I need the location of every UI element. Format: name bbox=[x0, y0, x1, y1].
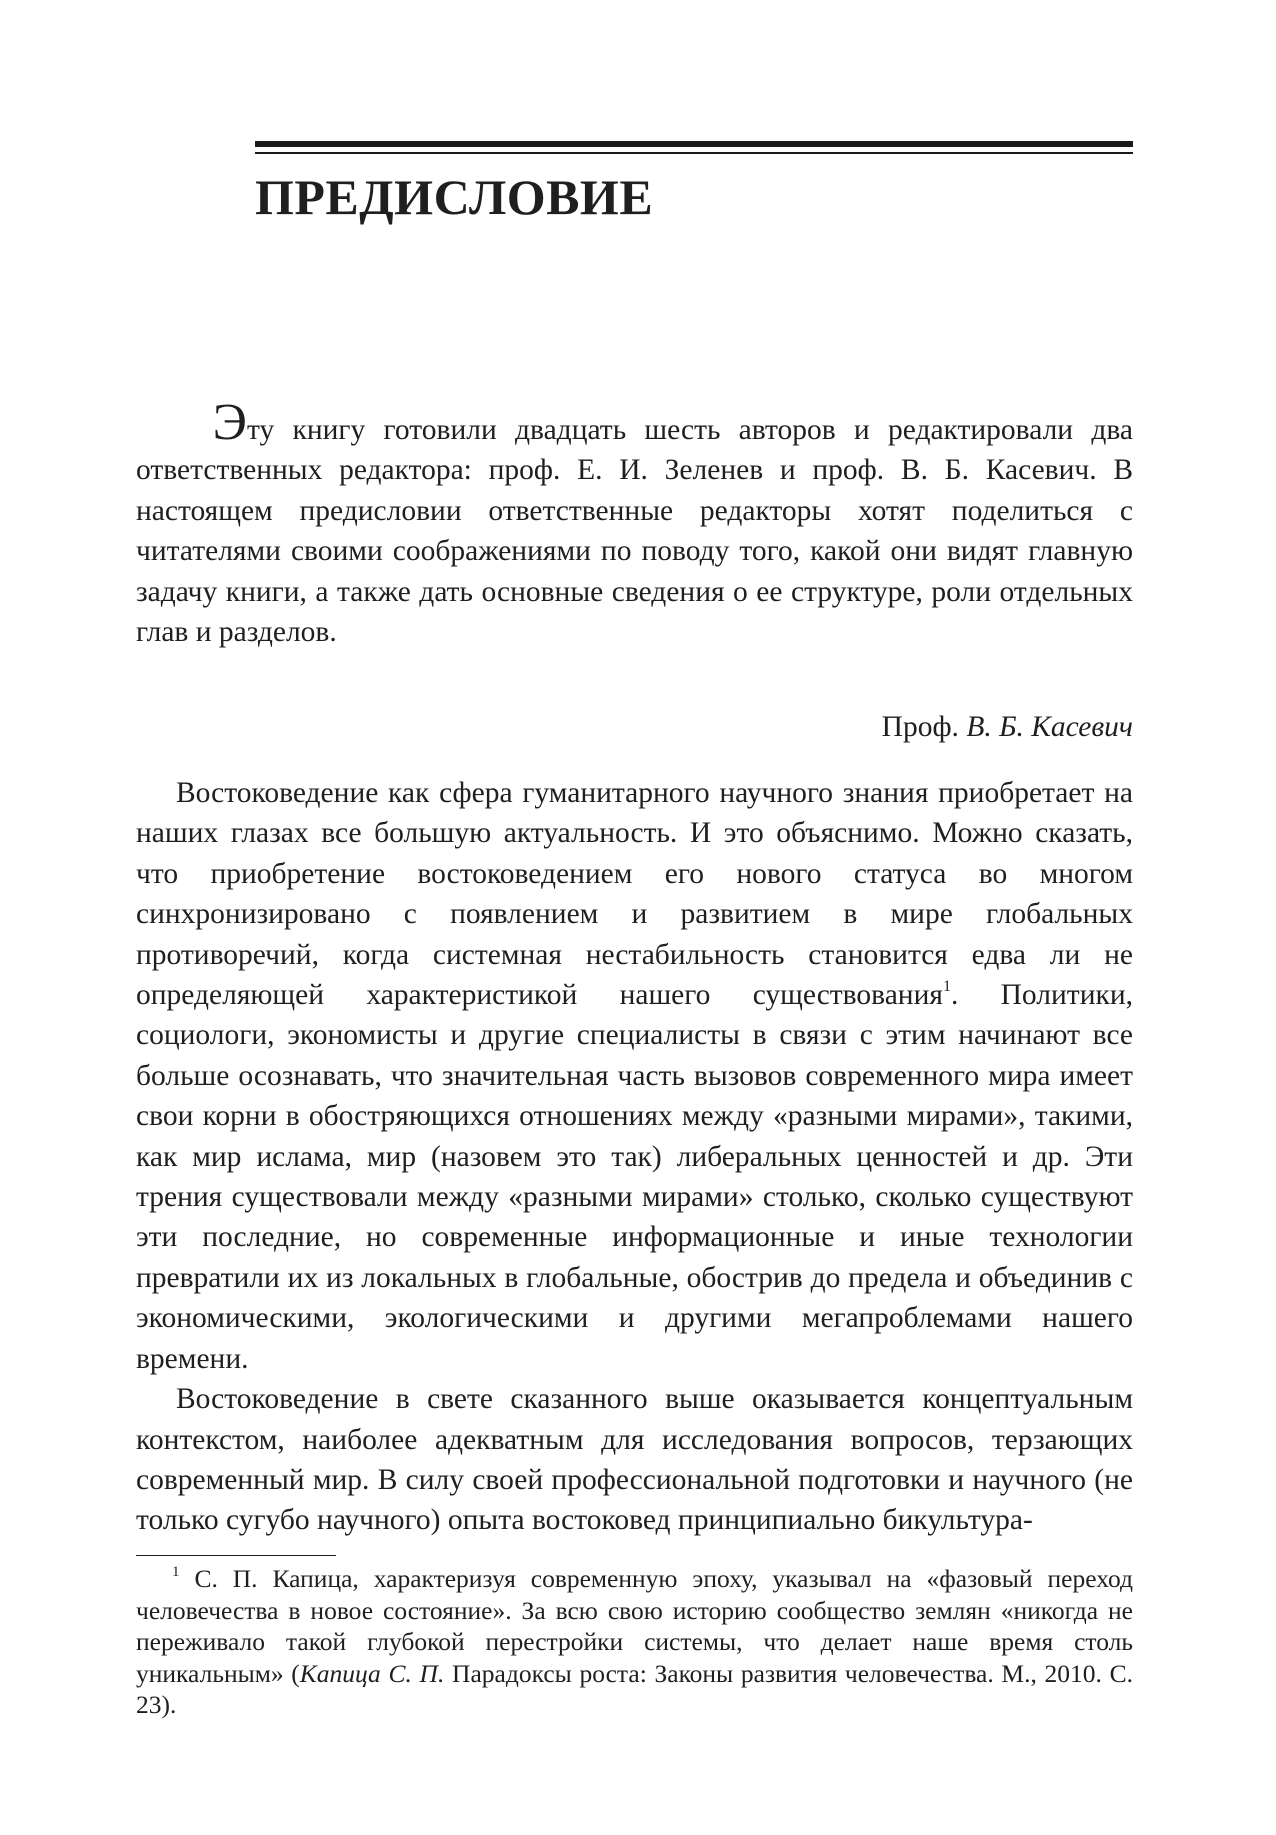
signature bbox=[882, 707, 1133, 747]
signature-prefix: Проф. bbox=[881, 711, 959, 743]
footnote-author: Капица С. П. bbox=[299, 1658, 445, 1688]
signature-name: В. Б. Касевич bbox=[966, 711, 1133, 743]
footnote-separator bbox=[136, 1555, 336, 1556]
footnote-block bbox=[136, 1563, 1133, 1721]
body-paragraph-1 bbox=[136, 773, 1133, 1379]
body-paragraph-2: Востоковедение в свете сказанного выше оказывается концептуальным контекстом, наиболее адекватным для исследования вопросов, терзающих современный мир. В силу своей профессиональной подготовки и научного (не только сугубо научного) опыта востоковед принципиально бикультура- bbox=[136, 1383, 1133, 1537]
p1-text-after: . Политики, социологи, экономисты и другие специалисты в связи с этим начинают все больше осознавать, что значительная часть вызовов современного мира имеет свои корни в обостряющихся отношениях между «разными мирами», такими, как мир ислама, мир (назовем это так) либеральных ценностей и др. Эти трения существовали между «разными мирами» столько, сколько существуют эти последние, но современные информационные и иные технологии превратили их из локальных в глобальные, обострив до предела и объединив с экономическими, экологическими и другими мегапроблемами нашего времени. bbox=[136, 979, 1133, 1375]
p1-text-before: Востоковедение как сфера гуманитарного научного знания приобретает на наших глазах все большую актуальность. И это объяснимо. Можно сказать, что приобретение востоковедением его нового статуса во многом синхронизировано с появлением и развитием в мире глобальных противоречий, когда системная нестабильность становится едва ли не определяющей характеристикой нашего существования bbox=[136, 777, 1133, 1012]
footnote-reference[interactable]: 1 bbox=[942, 978, 951, 996]
chapter-title: ПРЕДИСЛОВИЕ bbox=[255, 169, 654, 225]
title-rule-thick bbox=[255, 141, 1133, 147]
footnote-text-before: С. П. Капица, характеризуя современную эпоху, указывал на «фазовый переход человечества в новое состояние». За всю свою историю сообщество землян «никогда не переживало такой глубокой перестройки системы, что делает наше время столь уникальным» ( bbox=[136, 1564, 1133, 1688]
intro-paragraph bbox=[136, 394, 1133, 652]
footnote-text-after: Парадоксы роста: Законы развития человечества. М., 2010. С. 23). bbox=[136, 1658, 1133, 1719]
drop-cap: Э bbox=[212, 394, 247, 451]
intro-text: ту книгу готовили двадцать шесть авторов и редактировали два ответственных редактора: проф. Е. И. Зеленев и проф. В. Б. Касевич. В настоящем предисловии ответственные редакторы хотят поделиться с читателями своими соображениями по поводу того, какой они видят главную задачу книги, а также дать основные сведения о ее структуре, роли отдельных глав и разделов. bbox=[136, 414, 1133, 649]
title-rule-thin bbox=[255, 152, 1133, 154]
intro-paragraph-block bbox=[136, 394, 1133, 652]
main-text-block bbox=[136, 773, 1133, 1541]
footnote-1 bbox=[136, 1563, 1133, 1721]
footnote-mark: 1 bbox=[172, 1564, 180, 1580]
